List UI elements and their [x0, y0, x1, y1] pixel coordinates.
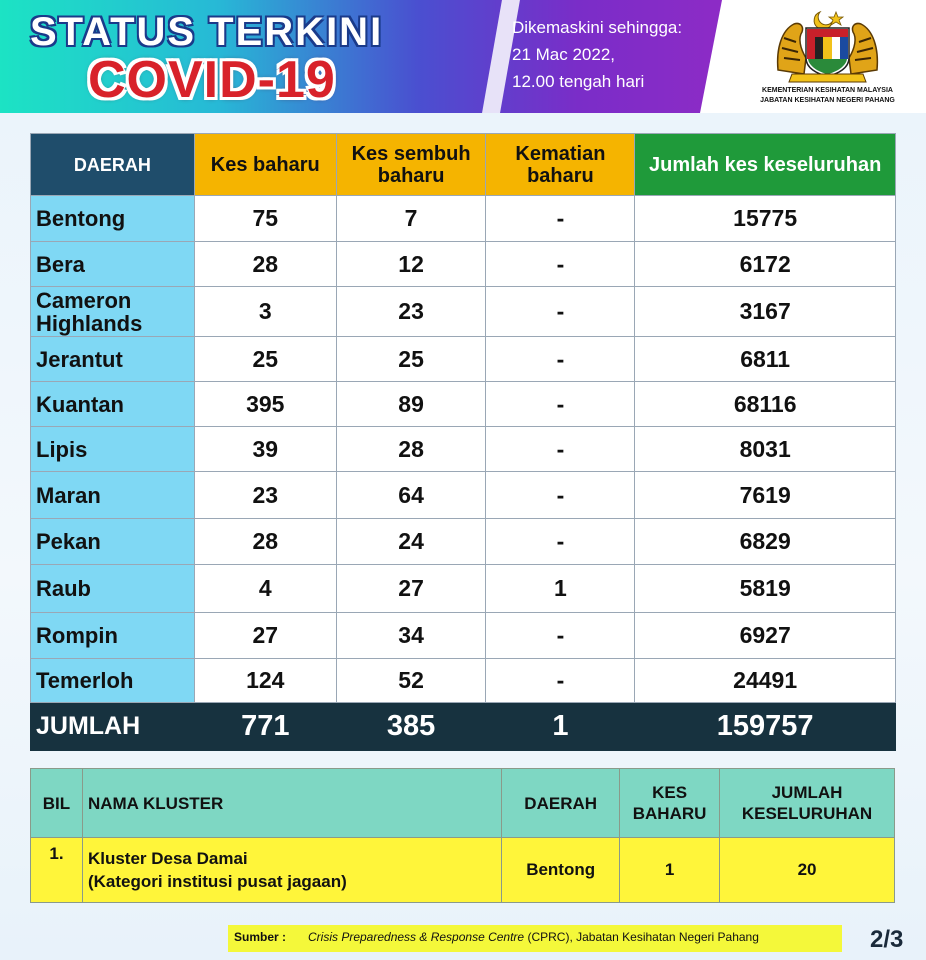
deaths: - — [486, 196, 635, 242]
header-nama-kluster: NAMA KLUSTER — [82, 769, 501, 838]
table-row — [31, 382, 896, 427]
recovered: 23 — [336, 287, 486, 337]
deaths: - — [486, 659, 635, 703]
header-kematian — [486, 134, 635, 196]
updated-info — [512, 14, 682, 95]
source-note — [228, 925, 842, 952]
district-name: Bentong — [31, 196, 195, 242]
new-cases: 39 — [194, 427, 336, 472]
header-cluster-kes-baharu — [620, 769, 720, 838]
table-row — [31, 565, 896, 613]
deaths: - — [486, 382, 635, 427]
district-name: Lipis — [31, 427, 195, 472]
table-row — [31, 613, 896, 659]
total-cases: 6811 — [635, 337, 896, 382]
header-kes-sembuh-l1: Kes sembuh — [351, 142, 471, 165]
total-cases: 5819 — [635, 565, 896, 613]
cluster-jumlah: 20 — [720, 838, 895, 903]
total-cases: 6829 — [635, 519, 896, 565]
header-kematian-l1: Kematian — [515, 142, 606, 165]
cluster-name — [82, 838, 501, 903]
cluster-row — [31, 838, 895, 903]
source-text — [308, 925, 759, 949]
header-daerah: DAERAH — [31, 134, 195, 196]
table-row — [31, 242, 896, 287]
title-covid19: COVID-19 — [88, 51, 336, 109]
header-kes-baharu: Kes baharu — [194, 134, 336, 196]
header-cluster-kes-l2: BAHARU — [632, 804, 707, 823]
table-row — [31, 519, 896, 565]
table-row — [31, 337, 896, 382]
new-cases: 27 — [194, 613, 336, 659]
header-kes-sembuh — [336, 134, 486, 196]
district-name: Jerantut — [31, 337, 195, 382]
district-name: Rompin — [31, 613, 195, 659]
total-cases: 68116 — [635, 382, 896, 427]
district-cases-table — [30, 133, 896, 751]
cluster-table — [30, 768, 895, 903]
header-jumlah: Jumlah kes keseluruhan — [635, 134, 896, 196]
source-org: Crisis Preparedness & Response Centre — [308, 930, 525, 944]
new-cases: 124 — [194, 659, 336, 703]
page-number: 2/3 — [870, 926, 904, 953]
cluster-bil: 1. — [31, 838, 83, 903]
recovered: 89 — [336, 382, 486, 427]
new-cases: 3 — [194, 287, 336, 337]
cluster-header-row — [31, 769, 895, 838]
new-cases: 28 — [194, 242, 336, 287]
recovered: 52 — [336, 659, 486, 703]
title-status-terkini: STATUS TERKINI — [30, 10, 384, 54]
header-cluster-kes-l1: KES — [652, 783, 688, 802]
total-deaths: 1 — [486, 703, 635, 751]
ministry-text — [745, 86, 910, 106]
department-name: JABATAN KESIHATAN NEGERI PAHANG — [760, 97, 895, 104]
recovered: 28 — [336, 427, 486, 472]
deaths: - — [486, 427, 635, 472]
recovered: 25 — [336, 337, 486, 382]
recovered: 64 — [336, 472, 486, 519]
deaths: 1 — [486, 565, 635, 613]
ministry-name: KEMENTERIAN KESIHATAN MALAYSIA — [762, 87, 893, 94]
district-name: Temerloh — [31, 659, 195, 703]
header-cluster-jumlah — [720, 769, 895, 838]
header-kes-sembuh-l2: baharu — [377, 164, 445, 187]
recovered: 7 — [336, 196, 486, 242]
updated-time: 12.00 tengah hari — [512, 72, 645, 91]
new-cases: 75 — [194, 196, 336, 242]
district-name: Maran — [31, 472, 195, 519]
new-cases: 4 — [194, 565, 336, 613]
new-cases: 28 — [194, 519, 336, 565]
district-name: Kuantan — [31, 382, 195, 427]
district-name: Raub — [31, 565, 195, 613]
header-bil: BIL — [31, 769, 83, 838]
header — [0, 0, 926, 113]
cluster-name-l2: (Kategori institusi pusat jagaan) — [87, 872, 347, 891]
table-row — [31, 427, 896, 472]
total-label: JUMLAH — [31, 703, 195, 751]
total-new-cases: 771 — [194, 703, 336, 751]
table-row — [31, 196, 896, 242]
deaths: - — [486, 472, 635, 519]
deaths: - — [486, 242, 635, 287]
district-name-l1: Cameron — [36, 287, 132, 313]
district-name — [31, 287, 195, 337]
recovered: 24 — [336, 519, 486, 565]
district-name: Pekan — [31, 519, 195, 565]
header-cluster-jumlah-l1: JUMLAH — [771, 783, 843, 802]
total-cases: 24491 — [635, 659, 896, 703]
recovered: 27 — [336, 565, 486, 613]
cluster-kes-baharu: 1 — [620, 838, 720, 903]
deaths: - — [486, 519, 635, 565]
total-row — [31, 703, 896, 751]
total-cases: 7619 — [635, 472, 896, 519]
header-kematian-l2: baharu — [527, 164, 594, 187]
total-cases: 6172 — [635, 242, 896, 287]
total-all-cases: 159757 — [635, 703, 896, 751]
cluster-name-l1: Kluster Desa Damai — [87, 849, 248, 868]
source-label: Sumber : — [234, 930, 287, 944]
deaths: - — [486, 613, 635, 659]
updated-line1: Dikemaskini sehingga: — [512, 18, 683, 37]
source-rest: (CPRC), Jabatan Kesihatan Negeri Pahang — [524, 930, 759, 944]
total-cases: 8031 — [635, 427, 896, 472]
deaths: - — [486, 287, 635, 337]
table-row — [31, 287, 896, 337]
district-name-l2: Highlands — [36, 310, 143, 336]
total-recovered: 385 — [336, 703, 486, 751]
new-cases: 25 — [194, 337, 336, 382]
recovered: 34 — [336, 613, 486, 659]
new-cases: 23 — [194, 472, 336, 519]
updated-date: 21 Mac 2022, — [512, 45, 616, 64]
recovered: 12 — [336, 242, 486, 287]
new-cases: 395 — [194, 382, 336, 427]
table-row — [31, 659, 896, 703]
deaths: - — [486, 337, 635, 382]
table-row — [31, 472, 896, 519]
cluster-daerah: Bentong — [502, 838, 620, 903]
total-cases: 15775 — [635, 196, 896, 242]
header-cluster-jumlah-l2: KESELURUHAN — [741, 804, 873, 823]
district-name: Bera — [31, 242, 195, 287]
total-cases: 3167 — [635, 287, 896, 337]
malaysia-coat-of-arms-icon — [770, 8, 885, 86]
ministry-logo — [745, 8, 910, 108]
total-cases: 6927 — [635, 613, 896, 659]
header-cluster-daerah: DAERAH — [502, 769, 620, 838]
table-header-row — [31, 134, 896, 196]
